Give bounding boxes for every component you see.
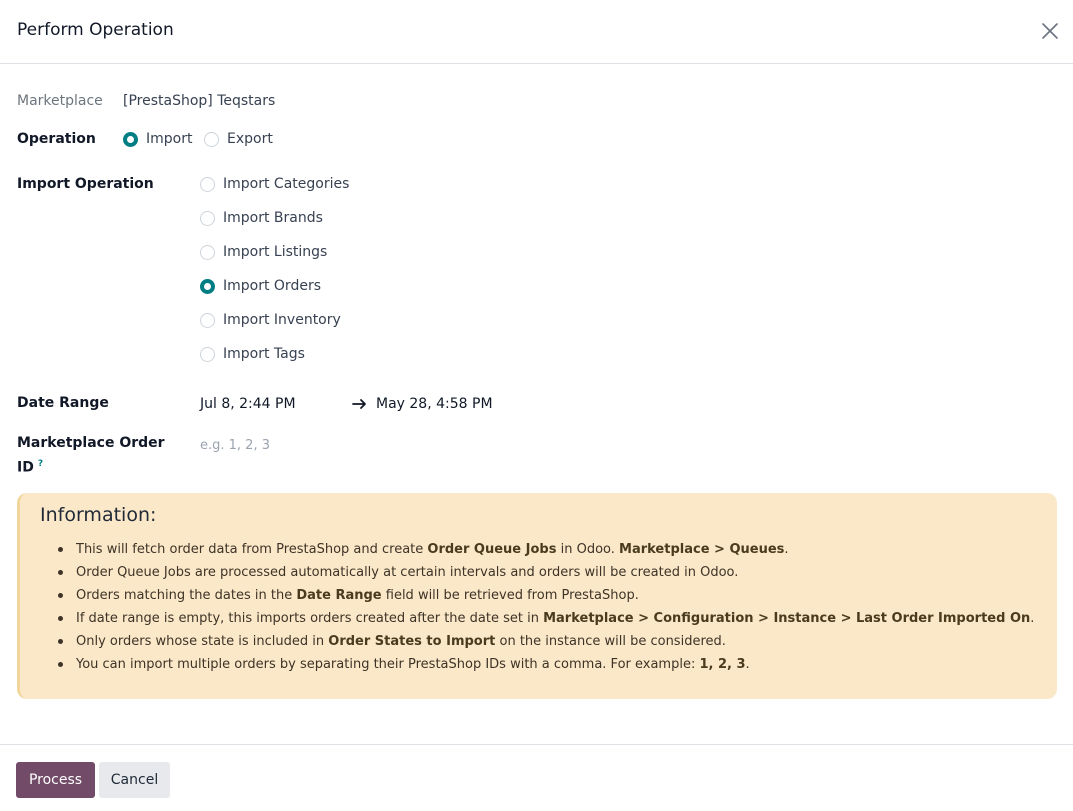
- radio-circle-icon[interactable]: [200, 347, 215, 362]
- information-list-item: [58, 538, 1034, 561]
- help-tooltip-icon[interactable]: ?: [37, 459, 44, 469]
- import-radio-import-brands[interactable]: [200, 210, 323, 226]
- information-emphasis: Order Queue Jobs: [427, 542, 557, 557]
- process-button[interactable]: Process: [16, 762, 95, 798]
- order-id-label: [17, 435, 165, 451]
- information-text: This will fetch order data from PrestaShop and create: [76, 542, 428, 557]
- radio-label: Import: [146, 131, 193, 147]
- information-emphasis: Order States to Import: [328, 634, 496, 649]
- information-list-item: [58, 630, 1034, 653]
- radio-circle-icon[interactable]: [123, 132, 138, 147]
- operation-label: Operation: [17, 131, 96, 147]
- information-emphasis: Date Range: [296, 588, 382, 603]
- information-text: on the instance will be considered.: [495, 634, 726, 649]
- order-id-label-line1: Marketplace Order: [17, 435, 165, 451]
- information-emphasis: Marketplace > Queues: [619, 542, 785, 557]
- close-icon[interactable]: [1038, 19, 1062, 43]
- radio-label: Export: [227, 131, 273, 147]
- radio-circle-icon[interactable]: [200, 211, 215, 226]
- information-text: You can import multiple orders by separating their PrestaShop IDs with a comma. For example:: [76, 657, 700, 672]
- information-text: If date range is empty, this imports orders created after the date set in: [76, 611, 544, 626]
- import-operation-label: Import Operation: [17, 176, 154, 192]
- import-radio-import-inventory[interactable]: [200, 312, 341, 328]
- information-text: Only orders whose state is included in: [76, 634, 329, 649]
- import-radio-import-tags[interactable]: [200, 346, 305, 362]
- import-radio-import-categories[interactable]: [200, 176, 349, 192]
- information-alert: [17, 493, 1057, 699]
- date-range-label: Date Range: [17, 395, 109, 411]
- information-emphasis: Marketplace > Configuration > Instance > Last Order Imported On: [543, 611, 1031, 626]
- radio-label: Import Tags: [223, 346, 305, 362]
- information-text: .: [1030, 611, 1035, 626]
- radio-circle-icon[interactable]: [200, 279, 215, 294]
- information-text: in Odoo.: [556, 542, 620, 557]
- information-text: .: [745, 657, 750, 672]
- import-radio-import-orders[interactable]: [200, 278, 321, 294]
- information-text: Orders matching the dates in the: [76, 588, 297, 603]
- radio-circle-icon[interactable]: [200, 245, 215, 260]
- radio-label: Import Inventory: [223, 312, 341, 328]
- dialog-header: [0, 0, 1073, 64]
- information-list-item: [58, 584, 1034, 607]
- dialog-footer: [0, 744, 1073, 811]
- operation-radio-import[interactable]: [123, 131, 192, 147]
- information-list: [58, 538, 1034, 676]
- radio-label: Import Categories: [223, 176, 350, 192]
- information-list-item: [58, 653, 1034, 676]
- date-from-input[interactable]: Jul 8, 2:44 PM: [200, 396, 296, 412]
- order-id-input[interactable]: e.g. 1, 2, 3: [200, 438, 270, 453]
- information-text: Order Queue Jobs are processed automatically at certain intervals and orders will be created in Odoo.: [76, 565, 739, 580]
- order-id-label-line2: ID: [17, 459, 34, 476]
- date-to-input[interactable]: May 28, 4:58 PM: [376, 396, 493, 412]
- information-text: .: [784, 542, 789, 557]
- marketplace-label: Marketplace: [17, 93, 103, 109]
- arrow-right-icon: [352, 396, 368, 416]
- information-list-item: [58, 561, 1034, 584]
- information-list-item: [58, 607, 1034, 630]
- radio-label: Import Listings: [223, 244, 328, 260]
- radio-circle-icon[interactable]: [204, 132, 219, 147]
- information-emphasis: 1, 2, 3: [699, 657, 746, 672]
- information-text: field will be retrieved from PrestaShop.: [381, 588, 639, 603]
- radio-circle-icon[interactable]: [200, 177, 215, 192]
- radio-circle-icon[interactable]: [200, 313, 215, 328]
- dialog-title: Perform Operation: [17, 20, 174, 40]
- order-id-label-second-line: [17, 459, 43, 476]
- operation-radio-export[interactable]: [204, 131, 273, 147]
- radio-label: Import Brands: [223, 210, 323, 226]
- import-radio-import-listings[interactable]: [200, 244, 327, 260]
- cancel-button[interactable]: Cancel: [99, 762, 170, 798]
- radio-label: Import Orders: [223, 278, 321, 294]
- marketplace-value: [PrestaShop] Teqstars: [123, 93, 276, 109]
- information-title: Information:: [40, 504, 157, 526]
